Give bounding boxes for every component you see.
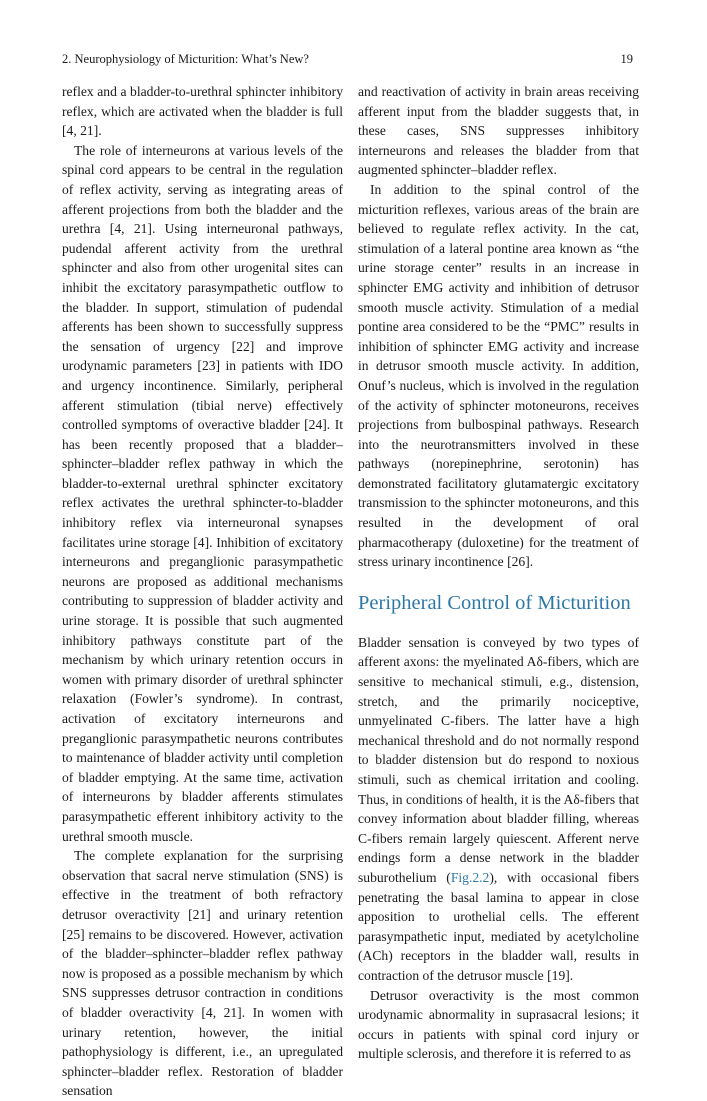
right-paragraph-2: In addition to the spinal control of the micturition reflexes, various areas of the brain are believed to regulate reflex activity. In the cat, stimulation of a lateral pontine area known as “the urine storage center” results in an increase in sphincter EMG activity and inhibition of detrusor smooth muscle activity. Stimulation of a medial pontine area considered to be the “PMC” results in inhibition of sphincter EMG activity and increase in detrusor smooth muscle activity. In addition, Onuf’s nucleus, which is involved in the regulation of the activity of sphincter motoneurons, receives projections from bulbospinal pathways. Research into the neurotransmitters involved in these pathways (norepinephrine, serotonin) has demonstrated facilitatory glutamatergic excitatory transmission to the sphincter motoneurons, and this resulted in the development of oral pharmacotherapy (duloxetine) for the treatment of stress urinary incontinence [26]. bbox=[358, 181, 639, 570]
running-head: 2. Neurophysiology of Micturition: What’s New? bbox=[62, 52, 309, 66]
left-paragraph-1: reflex and a bladder-to-urethral sphincter inhibitory reflex, which are activated when the bladder is full [4, 21]. bbox=[62, 84, 343, 139]
left-paragraph-3: The complete explanation for the surprising observation that sacral nerve stimulation (SNS) is effective in the treatment of both refractory detrusor overactivity [21] and urinary retention [25] remains to be discovered. However, activation of the bladder–sphincter–bladder reflex pathway now is proposed as a possible mechanism by which SNS suppresses detrusor contraction in conditions of bladder overactivity [4, 21]. In women with urinary retention, however, the initial pathophysiology is different, i.e., an upregulated sphincter–bladder reflex. Restoration of bladder sensation bbox=[62, 848, 343, 1099]
right-paragraph-1: and reactivation of activity in brain areas receiving afferent input from the bladder suggests that, in these cases, SNS suppresses inhibitory interneurons and releases the bladder from that augmented sphincter–bladder reflex. bbox=[358, 84, 639, 178]
right-paragraph-3-part-2: ), with occasional fibers penetrating the basal lamina to appear in close apposition to urothelial cells. The efferent parasympathetic input, mediated by acetylcholine (ACh) receptors in the bladder wall, results in contraction of the detrusor muscle [19]. bbox=[358, 869, 639, 983]
left-column bbox=[62, 82, 343, 1101]
figure-link[interactable]: Fig.2.2 bbox=[450, 869, 490, 885]
right-paragraph-4: Detrusor overactivity is the most common urodynamic abnormality in suprasacral lesions; it occurs in patients with spinal cord injury or multiple sclerosis, and therefore it is referred to as bbox=[358, 987, 639, 1062]
left-paragraph-2: The role of interneurons at various levels of the spinal cord appears to be central in the regulation of reflex activity, serving as integrating areas of afferent projections from both the bladder and the urethra [4, 21]. Using interneuronal pathways, pudendal afferent activity from the urethral sphincter and also from other urogenital sites can inhibit the excitatory parasympathetic outflow to the bladder. In support, stimulation of pudendal afferents has been shown to successfully suppress the sensation of urgency [22] and improve urodynamic parameters [23] in patients with IDO and urgency incontinence. Similarly, peripheral afferent stimulation (tibial nerve) effectively controlled symptoms of overactive bladder [24]. It has been recently proposed that a bladder–sphincter–bladder reflex pathway in which the bladder-to-external urethral sphincter excitatory reflex activates the urethral sphincter-to-bladder inhibitory reflex via interneuronal synapses facilitates urine storage [4]. Inhibition of excitatory interneurons and preganglionic parasympathetic neurons are proposed as additional mechanisms contributing to suppression of bladder activity and urine storage. It is possible that such augmented inhibitory pathways constitute part of the mechanism by which urinary retention occurs in women with primary disorder of urethral sphincter relaxation (Fowler’s syndrome). In contrast, activation of excitatory interneurons and preganglionic parasympathetic neurons contributes to maintenance of bladder activity until completion of bladder emptying. At the same time, activation of interneurons by bladder afferents stimulates parasympathetic efferent inhibitory activity to the urethral smooth muscle. bbox=[62, 142, 343, 844]
right-paragraph-3 bbox=[358, 633, 639, 986]
page-number: 19 bbox=[620, 52, 633, 66]
right-paragraph-3-part-1: Bladder sensation is conveyed by two types of afferent axons: the myelinated Aδ-fibers, which are sensitive to mechanical stimuli, e.g., distension, stretch, and the primarily nociceptive, unmyelinated C-fibers. The latter have a high mechanical threshold and do not normally respond to bladder distension but do respond to noxious stimuli, such as chemical irritation and cooling. Thus, in conditions of health, it is the Aδ-fibers that convey information about bladder filling, whereas C-fibers remain largely quiescent. Afferent nerve endings form a dense network in the bladder suburothelium ( bbox=[358, 634, 639, 885]
right-column bbox=[358, 82, 639, 1064]
section-heading: Peripheral Control of Micturition bbox=[358, 591, 631, 614]
